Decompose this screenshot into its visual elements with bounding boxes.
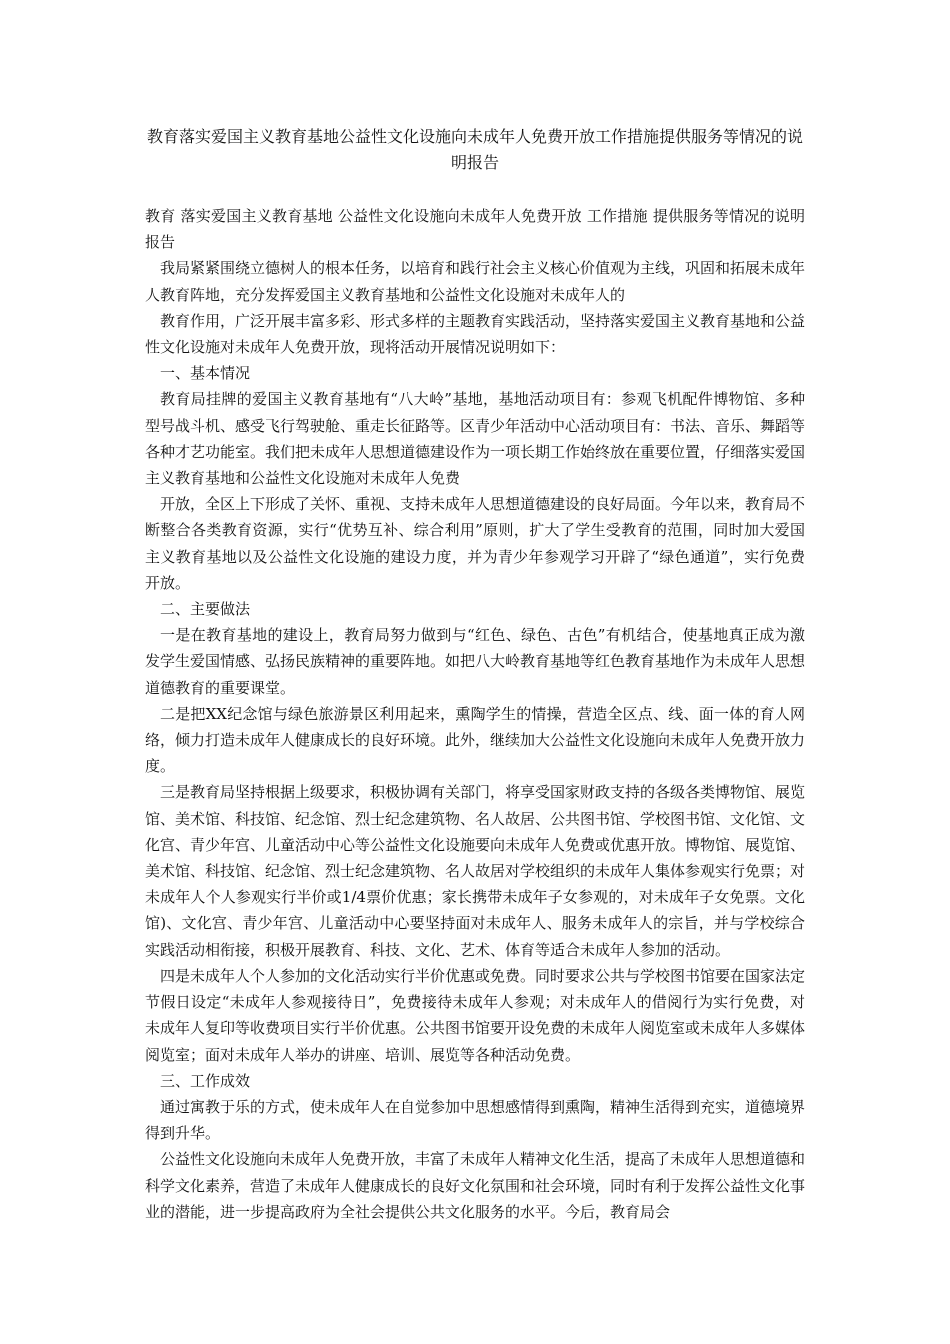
document-title: 教育落实爱国主义教育基地公益性文化设施向未成年人免费开放工作措施提供服务等情况的说明报告 <box>146 127 803 172</box>
section-2-paragraph-1: 一是在教育基地的建设上，教育局努力做到与“红色、绿色、古色”有机结合，使基地真正成为激发学生爱国情感、弘扬民族精神的重要阵地。如把八大岭教育基地等红色教育基地作为未成年人思想道德教育的重要课堂。 <box>145 626 806 697</box>
section-1-paragraph-2: 开放，全区上下形成了关怀、重视、支持未成年人思想道德建设的良好局面。今年以来，教育局不断整合各类教育资源，实行“优势互补、综合利用”原则，扩大了学生受教育的范围，同时加大爱国主义教育基地以及公益性文化设施的建设力度，并为青少年参观学习开辟了“绿色通道”，实行免费开放。 <box>145 495 806 592</box>
section-heading-basic-situation: 一、基本情况 <box>160 364 251 383</box>
section-3-paragraph-2: 公益性文化设施向未成年人免费开放，丰富了未成年人精神文化生活，提高了未成年人思想道德和科学文化素养，营造了未成年人健康成长的良好文化氛围和社会环境，同时有利于发挥公益性文化事业的潜能，进一步提高政府为全社会提供公共文化服务的水平。今后，教育局会 <box>145 1150 806 1221</box>
section-2-paragraph-3: 三是教育局坚持根据上级要求，积极协调有关部门，将享受国家财政支持的各级各类博物馆、展览馆、美术馆、科技馆、纪念馆、烈士纪念建筑物、名人故居、公共图书馆、学校图书馆、文化馆、文化宫、青少年宫、儿童活动中心等公益性文化设施要向未成年人免费或优惠开放。博物馆、展览馆、美术馆、科技馆、纪念馆、烈士纪念建筑物、名人故居对学校组织的未成年人集体参观实行免票；对未成年人个人参观实行半价或1/4票价优惠；家长携带未成年子女参观的，对未成年子女免票。文化馆)、文化宫、青少年宫、儿童活动中心要坚持面对未成年人、服务未成年人的宗旨，并与学校综合实践活动相衔接，积极开展教育、科技、文化、艺术、体育等适合未成年人参加的活动。 <box>145 783 806 959</box>
intro-paragraph-2: 教育作用，广泛开展丰富多彩、形式多样的主题教育实践活动，坚持落实爱国主义教育基地和公益性文化设施对未成年人免费开放，现将活动开展情况说明如下： <box>145 311 806 357</box>
section-3-paragraph-1: 通过寓教于乐的方式，使未成年人在自觉参加中思想感情得到熏陶，精神生活得到充实，道德境界得到升华。 <box>145 1097 806 1143</box>
document-body <box>145 203 805 1225</box>
section-1-paragraph-1: 教育局挂牌的爱国主义教育基地有“八大岭”基地，基地活动项目有：参观飞机配件博物馆、多种型号战斗机、感受飞行驾驶舱、重走长征路等。区青少年活动中心活动项目有：书法、音乐、舞蹈等各种才艺功能室。我们把未成年人思想道德建设作为一项长期工作始终放在重要位置，仔细落实爱国主义教育基地和公益性文化设施对未成年人免费 <box>145 390 806 488</box>
section-heading-main-practices: 二、主要做法 <box>160 600 251 619</box>
section-2-paragraph-4: 四是未成年人个人参加的文化活动实行半价优惠或免费。同时要求公共与学校图书馆要在国家法定节假日设定“未成年人参观接待日”，免费接待未成年人参观；对未成年人的借阅行为实行免费，对未成年人复印等收费项目实行半价优惠。公共图书馆要开设免费的未成年人阅览室或未成年人多媒体阅览室；面对未成年人举办的讲座、培训、展览等各种活动免费。 <box>145 966 806 1064</box>
section-heading-work-results: 三、工作成效 <box>160 1071 251 1090</box>
section-2-paragraph-2: 二是把XX纪念馆与绿色旅游景区利用起来，熏陶学生的情操，营造全区点、线、面一体的育人网络，倾力打造未成年人健康成长的良好环境。此外，继续加大公益性文化设施向未成年人免费开放力度。 <box>145 704 806 776</box>
intro-paragraph-1: 我局紧紧围绕立德树人的根本任务，以培育和践行社会主义核心价值观为主线，巩固和拓展未成年人教育阵地，充分发挥爱国主义教育基地和公益性文化设施对未成年人的 <box>145 259 806 304</box>
keywords-line: 教育 落实爱国主义教育基地 公益性文化设施向未成年人免费开放 工作措施 提供服务等情况的说明报告 <box>145 207 805 252</box>
